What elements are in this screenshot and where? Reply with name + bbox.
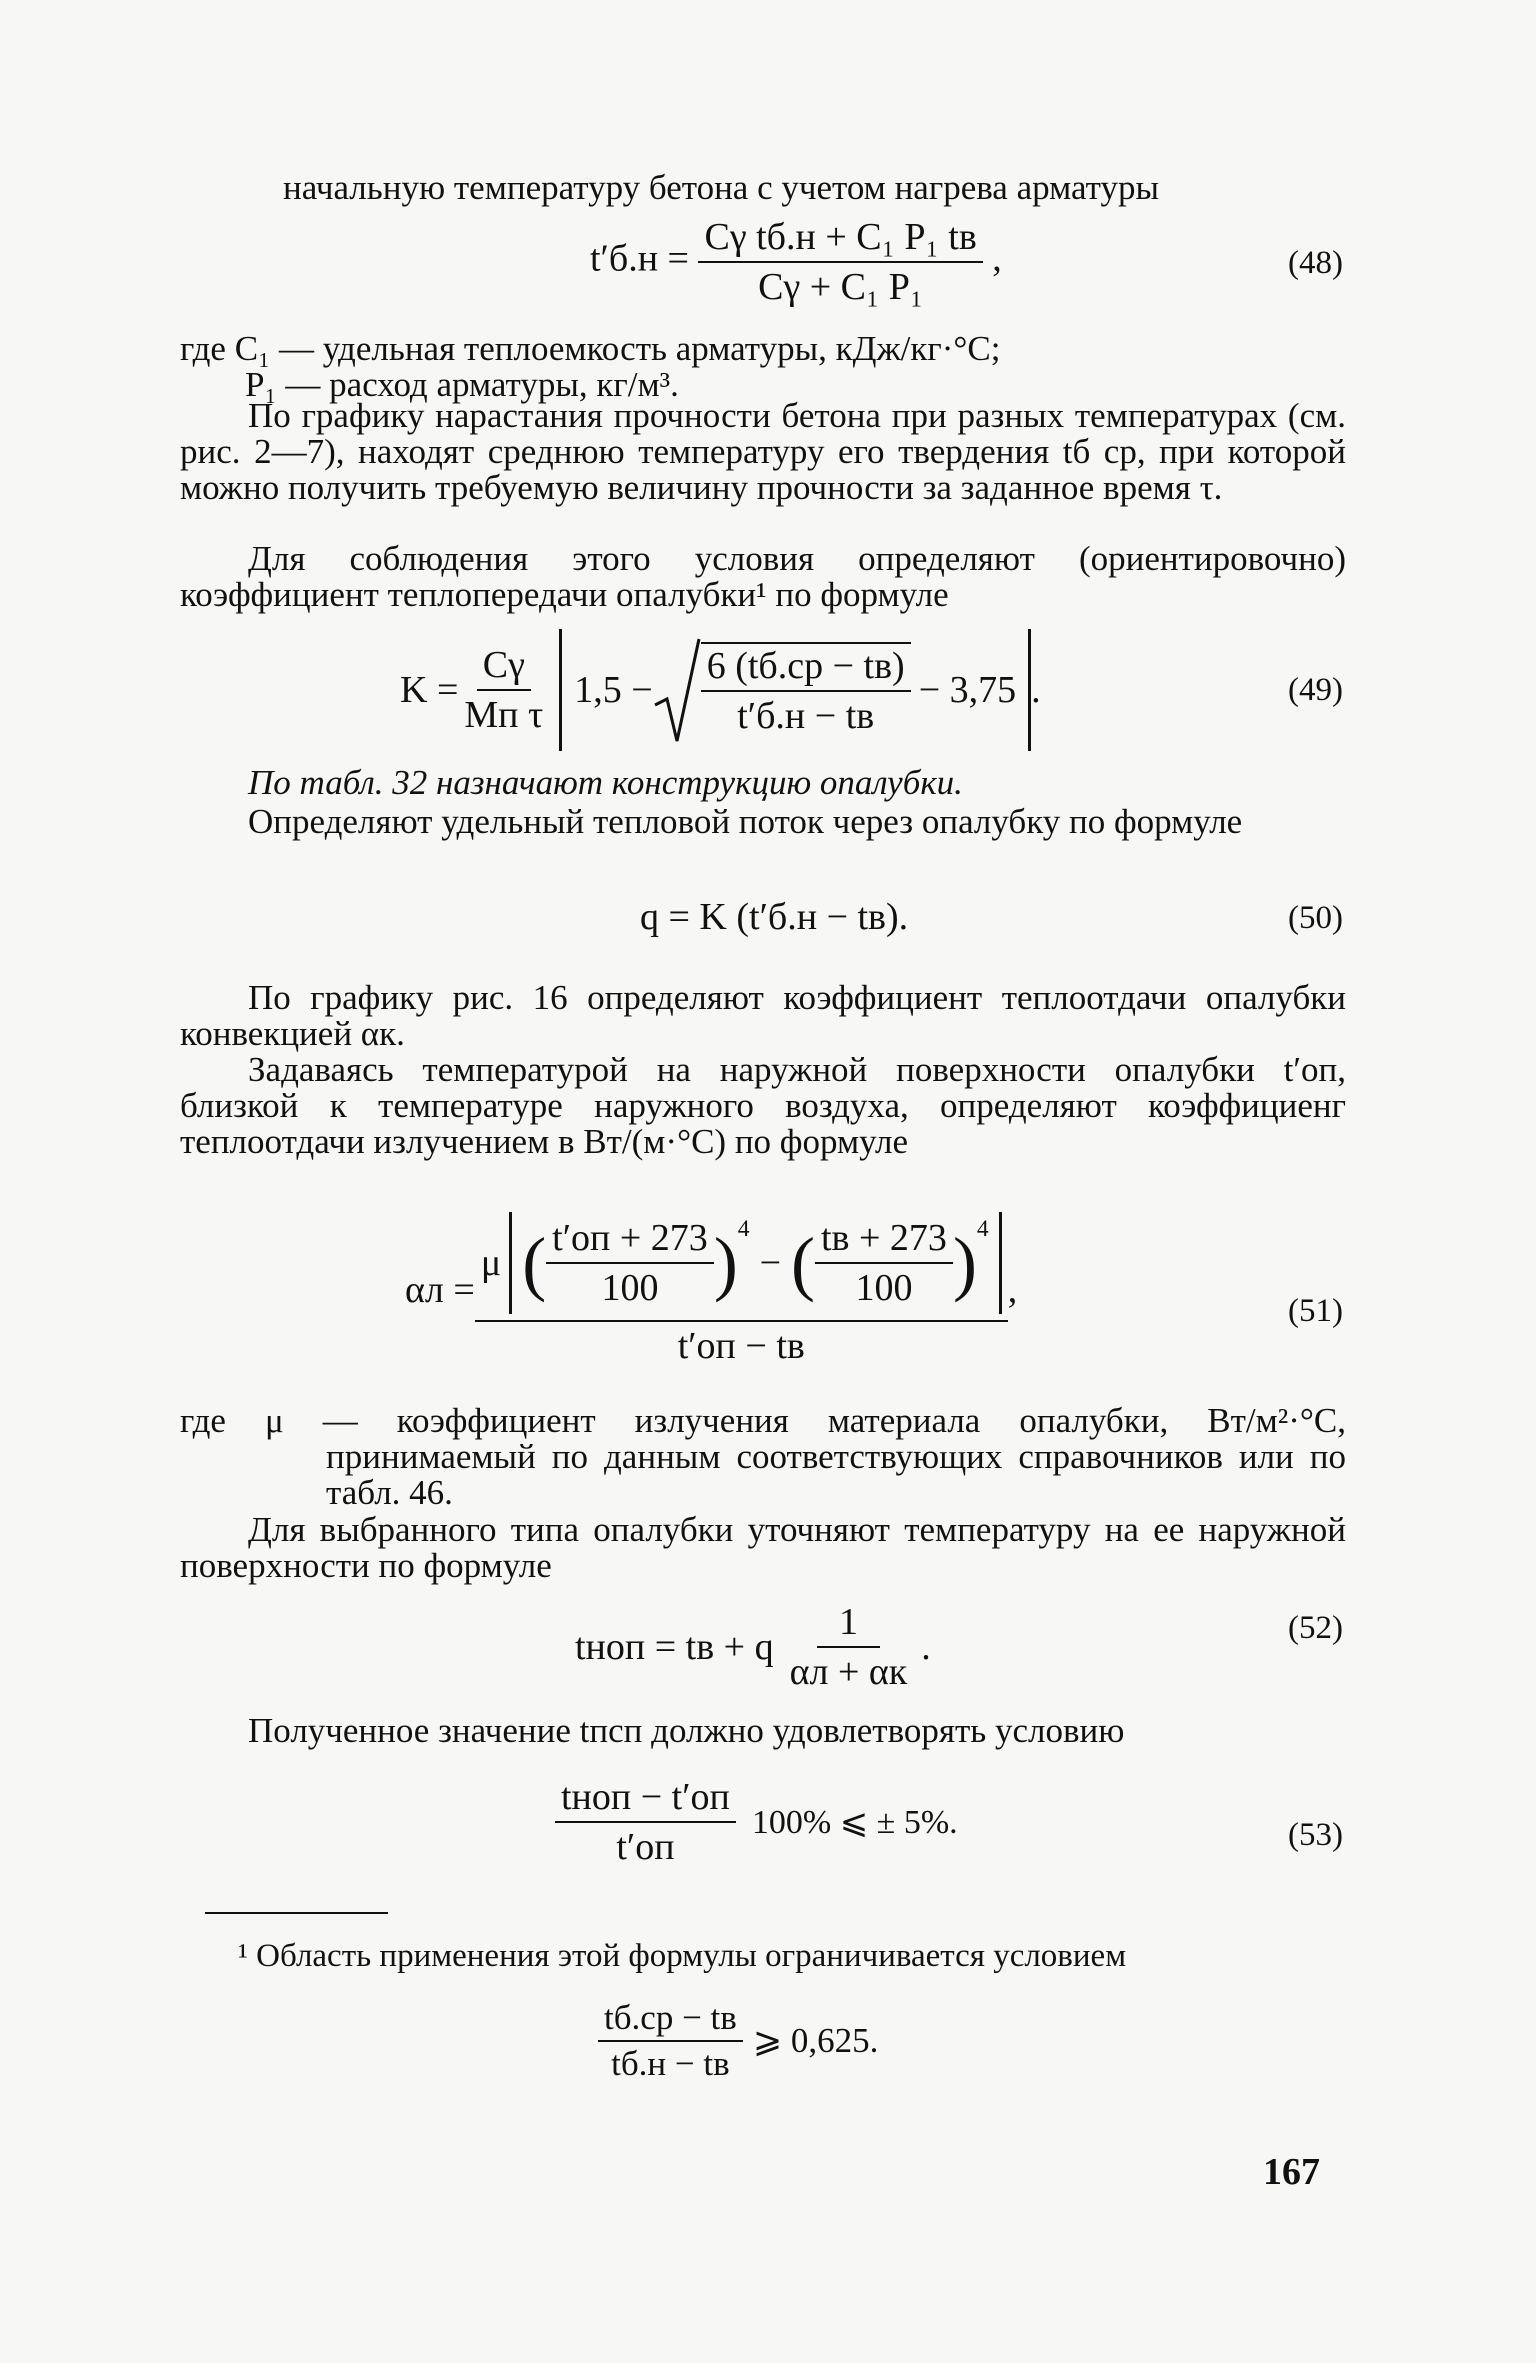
- eq51-numerator: [475, 1212, 1008, 1322]
- equation-48: [590, 215, 1002, 309]
- eq52-tail: .: [921, 1626, 931, 1668]
- footnote-tail: ⩾ 0,625.: [752, 2021, 879, 2060]
- equation-number-53: (53): [1288, 1817, 1343, 1853]
- paragraph-graph: По графику нарастания прочности бетона при разных температурах (см. рис. 2—7), находят среднюю температуру его твердения tб ср, при которой можно получить требуемую величину прочности за заданное время τ.: [180, 396, 1346, 507]
- eq49-root-numerator: 6 (tб.ср − tв): [701, 644, 911, 692]
- page-number: 167: [1263, 2151, 1320, 2193]
- eq51-fraction: [475, 1212, 1008, 1368]
- eq49-bracket: [559, 629, 1031, 751]
- sqrt-icon: [653, 635, 701, 745]
- eq51-a-fraction: [546, 1216, 714, 1310]
- paragraph-coefficient: Для соблюдения этого условия определяют (ориентировочно) коэффициент теплопередачи опалубки¹ по формуле: [180, 539, 1346, 614]
- equation-number-48: (48): [1288, 245, 1343, 281]
- paragraph-table: По табл. 32 назначают конструкцию опалубки.: [248, 763, 963, 802]
- eq51-tail: ,: [1007, 1269, 1018, 1311]
- eq51-denominator: t′оп − tв: [677, 1325, 805, 1367]
- eq52-fraction: [784, 1600, 914, 1694]
- eq49-lhs: K =: [400, 669, 459, 711]
- equation-50: q = K (t′б.н − tв).: [640, 896, 909, 938]
- footnote-text: ¹ Область применения этой формулы ограничивается условием: [238, 1938, 1127, 1974]
- equation-number-51: (51): [1288, 1293, 1343, 1329]
- equation-49: [400, 625, 1041, 755]
- eq49-lead: 1,5 −: [574, 669, 653, 711]
- eq51-a-denominator: 100: [601, 1267, 659, 1309]
- eq53-numerator: tноп − t′оп: [555, 1775, 736, 1823]
- equation-number-50: (50): [1288, 900, 1343, 936]
- eq49-root-fraction: [701, 642, 911, 738]
- where-c1-line: где C₁ — удельная теплоемкость арматуры, кДж/кг·°C;: [180, 329, 1001, 368]
- equation-number-52: (52): [1288, 1610, 1343, 1646]
- eq49-prefactor-denominator: Mп τ: [464, 694, 544, 736]
- eq48-fraction: [698, 215, 982, 309]
- paragraph-flow: Определяют удельный тепловой поток через опалубку по формуле: [248, 802, 1243, 841]
- eq51-b-numerator: tв + 273: [815, 1216, 953, 1264]
- eq49-prefactor: [458, 643, 549, 737]
- p1-line: P₁ — расход арматуры, кг/м³.: [245, 365, 679, 404]
- eq52-lhs: tноп = tв + q: [575, 1626, 774, 1668]
- eq51-b-fraction: [815, 1216, 953, 1310]
- equation-51: [405, 1195, 1017, 1385]
- eq49-prefactor-numerator: Cγ: [477, 643, 531, 691]
- text-line-top: начальную температуру бетона с учетом нагрева арматуры: [283, 168, 1159, 207]
- paragraph-radiation: Задаваясь температурой на наружной поверхности опалубки t′оп, близкой к температуре наружного воздуха, определяют коэффициенг теплоотдачи излучением в Вт/(м·°C) по формуле: [180, 1050, 1346, 1161]
- footnote-fraction: [598, 1998, 743, 2084]
- eq52-numerator: 1: [817, 1600, 880, 1648]
- eq49-end: .: [1031, 669, 1041, 711]
- eq53-denominator: t′оп: [616, 1826, 675, 1868]
- eq48-lhs: t′б.н =: [590, 237, 689, 280]
- eq53-tail: 100% ⩽ ± 5%.: [751, 1804, 958, 1841]
- eq48-numerator: Cγ tб.н + C₁ P₁ tв: [698, 215, 982, 263]
- footnote-denominator: tб.н − tв: [611, 2044, 730, 2083]
- eq53-fraction: [555, 1775, 736, 1869]
- eq51-a-numerator: t′оп + 273: [546, 1216, 714, 1264]
- footnote-numerator: tб.ср − tв: [598, 1998, 743, 2042]
- eq49-root-denominator: t′б.н − tв: [737, 695, 875, 737]
- eq51-mu: μ: [480, 1242, 502, 1284]
- paragraph-convection: По графику рис. 16 определяют коэффициент теплоотдачи опалубки конвекцией αк.: [180, 978, 1346, 1053]
- footnote-rule: [205, 1912, 388, 1914]
- eq51-b-denominator: 100: [855, 1267, 913, 1309]
- eq49-tail: − 3,75: [918, 669, 1017, 711]
- equation-number-49: (49): [1288, 672, 1343, 708]
- eq52-denominator: αл + αк: [789, 1651, 908, 1693]
- eq48-tail: ,: [992, 237, 1002, 280]
- paragraph-type: Для выбранного типа опалубки уточняют температуру на ее наружной поверхности по формуле: [180, 1510, 1346, 1585]
- equation-52: [575, 1600, 931, 1694]
- where-mu-paragraph: где μ — коэффициент излучения материала опалубки, Вт/м²·°C, принимаемый по данным соответствующих справочников или по табл. 46.: [180, 1401, 1346, 1512]
- equation-53: [555, 1775, 958, 1869]
- eq48-denominator: Cγ + C₁ P₁: [758, 266, 924, 308]
- eq51-bracket: ( $\frac{t'оп + 273}{100}$ ) $^4$ − ( $\frac{tв + 273}{100}$ ) $^4$: [509, 1212, 1002, 1314]
- paragraph-value: Полученное значение tпсп должно удовлетворять условию: [248, 1711, 1125, 1750]
- eq51-lhs: αл =: [405, 1269, 475, 1311]
- footnote-equation: [598, 1998, 878, 2084]
